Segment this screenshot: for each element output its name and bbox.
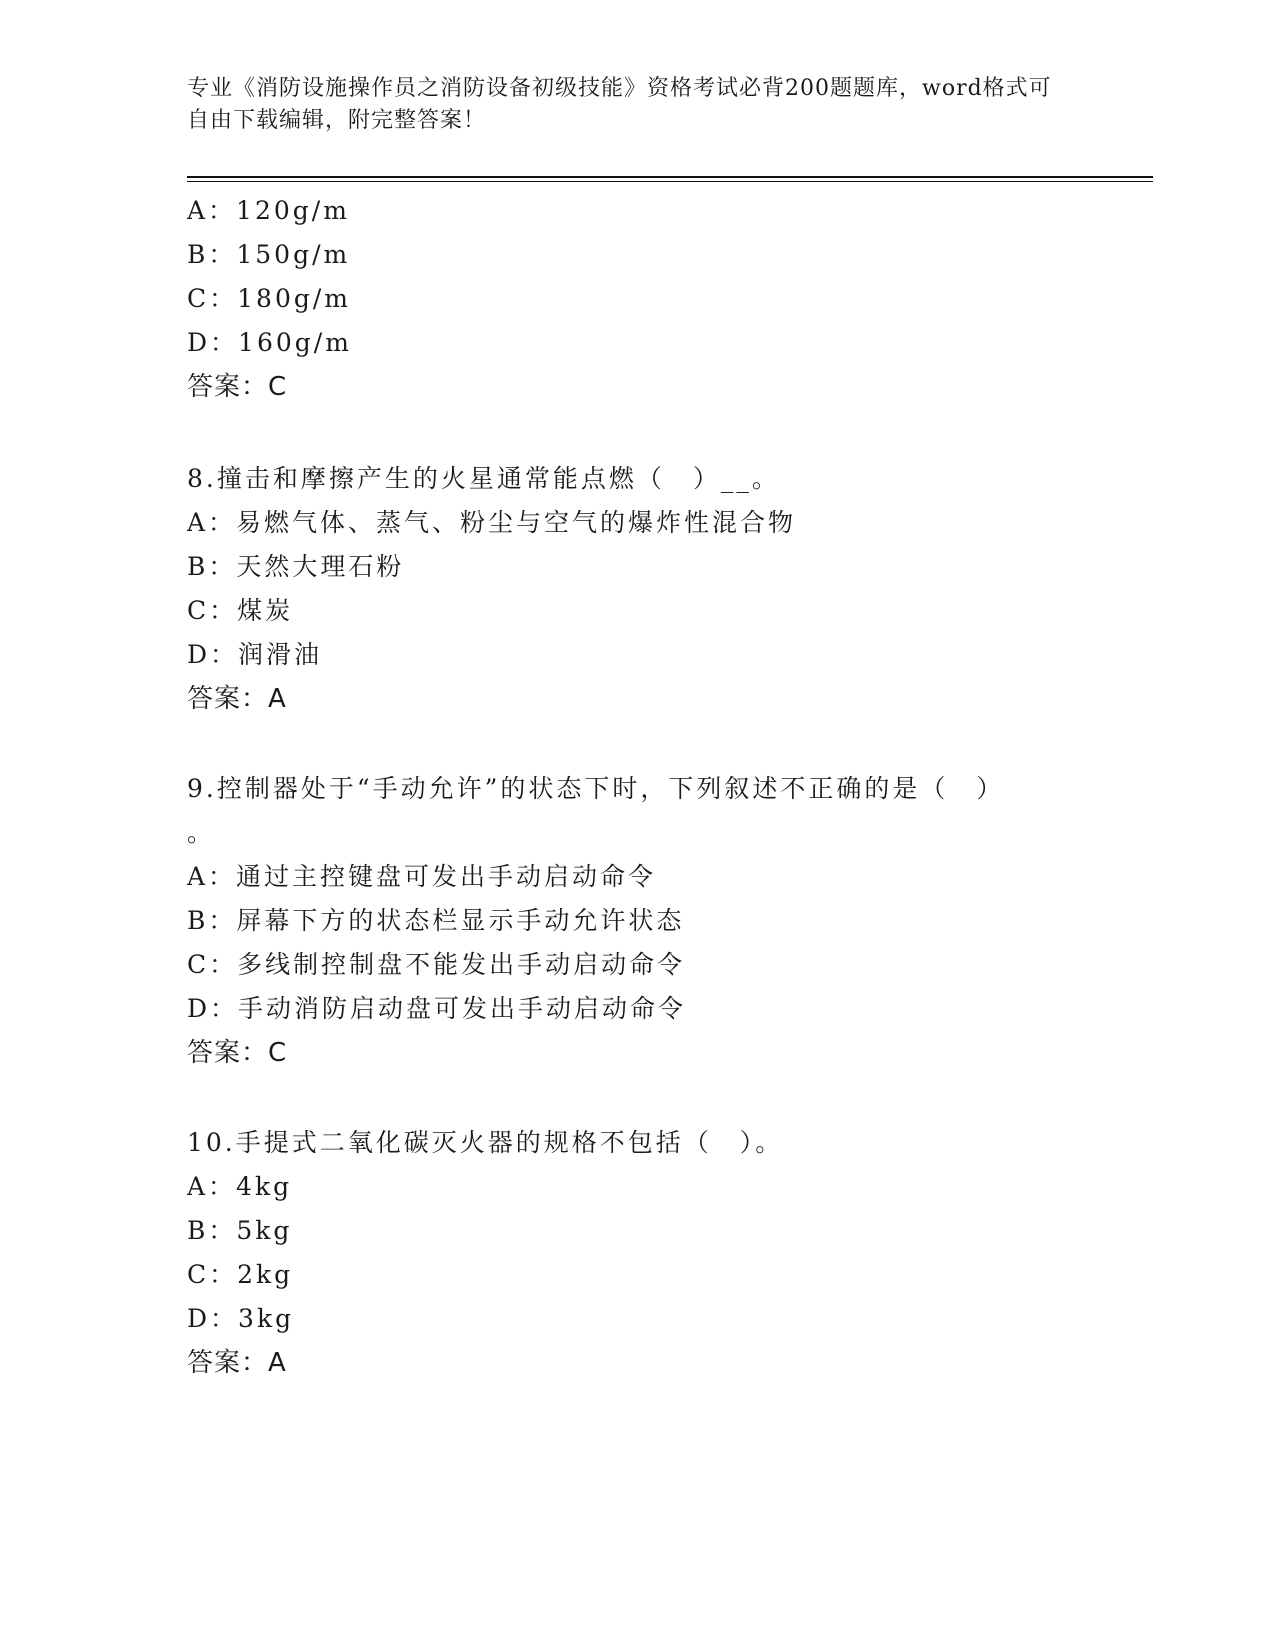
answer: 答案：A bbox=[187, 684, 287, 714]
option-c: C：煤炭 bbox=[187, 596, 294, 625]
option-b: B：5kg bbox=[187, 1216, 293, 1245]
option-b: B：天然大理石粉 bbox=[187, 552, 405, 581]
option-a: A：易燃气体、蒸气、粉尘与空气的爆炸性混合物 bbox=[187, 508, 797, 537]
option-d: D：手动消防启动盘可发出手动启动命令 bbox=[187, 994, 687, 1023]
answer: 答案：A bbox=[187, 1348, 287, 1378]
header-divider-thin bbox=[187, 181, 1153, 182]
option-c: C：2kg bbox=[187, 1260, 294, 1289]
question-8: 8.撞击和摩擦产生的火星通常能点燃（ ）__。 bbox=[187, 464, 780, 493]
header-divider-thick bbox=[187, 176, 1153, 178]
document-header: 专业《消防设施操作员之消防设备初级技能》资格考试必背200题题库，word格式可自由下载编辑，附完整答案！ bbox=[187, 76, 1052, 133]
option-c: C：多线制控制盘不能发出手动启动命令 bbox=[187, 950, 686, 979]
answer: 答案：C bbox=[187, 1038, 288, 1068]
option-d: D：润滑油 bbox=[187, 640, 323, 669]
option-a: A：4kg bbox=[187, 1172, 293, 1201]
question-10: 10.手提式二氧化碳灭火器的规格不包括（ ）。 bbox=[187, 1128, 784, 1157]
option-d: D：3kg bbox=[187, 1304, 295, 1333]
option-c: C：180g/m bbox=[187, 284, 351, 313]
option-d: D：160g/m bbox=[187, 328, 352, 357]
option-a: A：120g/m bbox=[187, 196, 350, 225]
question-9-continuation: 。 bbox=[187, 818, 216, 847]
option-b: B：150g/m bbox=[187, 240, 351, 269]
answer: 答案：C bbox=[187, 372, 288, 402]
option-b: B：屏幕下方的状态栏显示手动允许状态 bbox=[187, 906, 685, 935]
option-a: A：通过主控键盘可发出手动启动命令 bbox=[187, 862, 657, 891]
question-9: 9.控制器处于“手动允许”的状态下时，下列叙述不正确的是（ ） bbox=[187, 774, 1005, 803]
